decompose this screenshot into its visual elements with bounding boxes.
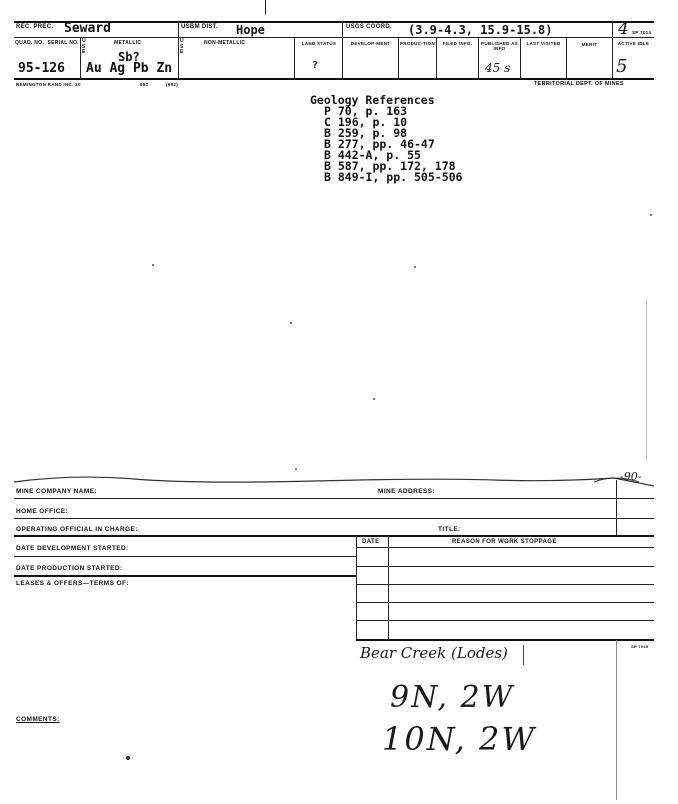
mine-company-label: MINE COMPANY NAME: [16, 488, 97, 495]
reference-item: B 442-A, p. 55 [324, 148, 421, 162]
usgs-coord-label: USGS COORD. [346, 24, 392, 30]
comments-label: COMMENTS: [16, 716, 60, 723]
reference-item: P 70, p. 163 [324, 104, 408, 118]
title-label: TITLE: [438, 526, 461, 533]
rule [356, 620, 654, 621]
header-bottom-rule [14, 78, 654, 80]
divider [178, 21, 179, 78]
reference-item: B 277, pp. 46-47 [324, 137, 435, 151]
handwritten-line1: 9N, 2W [390, 680, 515, 715]
filed-info-label: FILED INFO. [442, 41, 473, 46]
rec-prec-label: REC. PREC. [16, 24, 54, 30]
metallic-value: Sb? [118, 50, 140, 64]
divider [388, 535, 389, 639]
rule [356, 584, 654, 585]
reference-list [310, 106, 462, 183]
corner-number: 4 [618, 19, 629, 39]
scan-speck [414, 266, 416, 268]
header-mid-rule [14, 37, 654, 38]
footer-mid: 692 [140, 82, 149, 87]
divider [294, 37, 295, 78]
mine-address-label: MINE ADDRESS: [378, 488, 435, 495]
form-code: SP 7019 [631, 644, 649, 649]
footer-mid2: (692) [166, 82, 179, 87]
commodities-value: Au Ag Pb Zn [86, 61, 173, 76]
rec-prec-value: Seward [64, 21, 111, 36]
reference-item: B 849-I, pp. 505-506 [324, 170, 463, 184]
handwritten-line2: 10N, 2W [382, 720, 537, 758]
binding-mark [265, 0, 266, 14]
edge-shadow [646, 300, 647, 460]
date-prod-label: DATE PRODUCTION STARTED: [16, 565, 123, 572]
scan-speck [126, 756, 130, 760]
rule [356, 639, 654, 641]
date-dev-label: DATE DEVELOPMENT STARTED: [16, 545, 129, 552]
leases-label: LEASES & OFFERS—TERMS OF: [16, 580, 129, 587]
corner-code: SP 7014 [632, 30, 652, 35]
hand-stroke [523, 645, 524, 665]
corner-hand: -90- [620, 470, 642, 483]
active-value: 5 [616, 56, 628, 77]
develop-label: DEVELOP-MENT [350, 41, 391, 46]
geology-title: Geology References [310, 93, 435, 107]
divider [342, 21, 343, 37]
rule [14, 575, 356, 577]
rule [356, 566, 654, 567]
divider [80, 37, 81, 78]
scan-speck [650, 214, 652, 216]
active-label: ACTIVE IDLE [617, 41, 650, 46]
footer-right: TERRITORIAL DEPT. OF MINES [534, 81, 624, 87]
scan-speck [152, 264, 154, 266]
reference-item: B 259, p. 98 [324, 126, 408, 140]
divider [616, 640, 617, 800]
divider [356, 535, 357, 639]
quad-label: QUAD. NO. [14, 40, 45, 46]
date-label: DATE [362, 539, 380, 545]
quad-serial-label [14, 40, 80, 47]
usgs-coord-value: (3.9-4.3, 15.9-15.8) [408, 23, 553, 37]
home-office-label: HOME OFFICE: [16, 508, 69, 515]
divider [612, 21, 613, 37]
nonmetallic-prefix: U S E [180, 38, 184, 55]
operating-official-label: OPERATING OFFICIAL IN CHARGE: [16, 526, 138, 533]
footer-left: REMINGTON RAND INC. 20 [16, 82, 81, 87]
last-visited-label: LAST VISITED [526, 41, 561, 46]
rule [356, 547, 654, 548]
rule [14, 518, 654, 519]
handwritten-mine-name: Bear Creek (Lodes) [360, 644, 508, 662]
merit-label: MERIT [581, 42, 598, 47]
land-status-label: LAND STATUS [301, 41, 337, 46]
usbm-dist-value: Hope [236, 23, 265, 37]
pub-info-value: 45 s [485, 61, 511, 75]
wavy-rule [14, 470, 654, 490]
nonmetallic-label: NON-METALLIC [204, 40, 246, 46]
production-label: PRODUC-TION [399, 41, 436, 46]
quad-serial-value: 95-126 [18, 61, 65, 76]
metallic-prefix: U S E [82, 38, 86, 55]
pub-info-label: PUBLISHED AS INFO [481, 41, 518, 51]
reason-label: REASON FOR WORK STOPPAGE [452, 539, 557, 545]
scan-speck [290, 322, 292, 324]
geology-references [310, 95, 462, 183]
rule [14, 535, 654, 537]
rule [356, 602, 654, 603]
serial-label: SERIAL NO. [47, 40, 79, 46]
usbm-dist-label: USBM DIST. [181, 24, 219, 30]
scan-speck [373, 398, 375, 400]
rule [14, 498, 654, 499]
reference-item: C 196, p. 10 [324, 115, 408, 129]
divider [616, 480, 617, 535]
rule [14, 556, 356, 557]
reference-item: B 587, pp. 172, 178 [324, 159, 456, 173]
land-status-value: ? [312, 60, 319, 71]
metallic-label: METALLIC [114, 40, 142, 46]
